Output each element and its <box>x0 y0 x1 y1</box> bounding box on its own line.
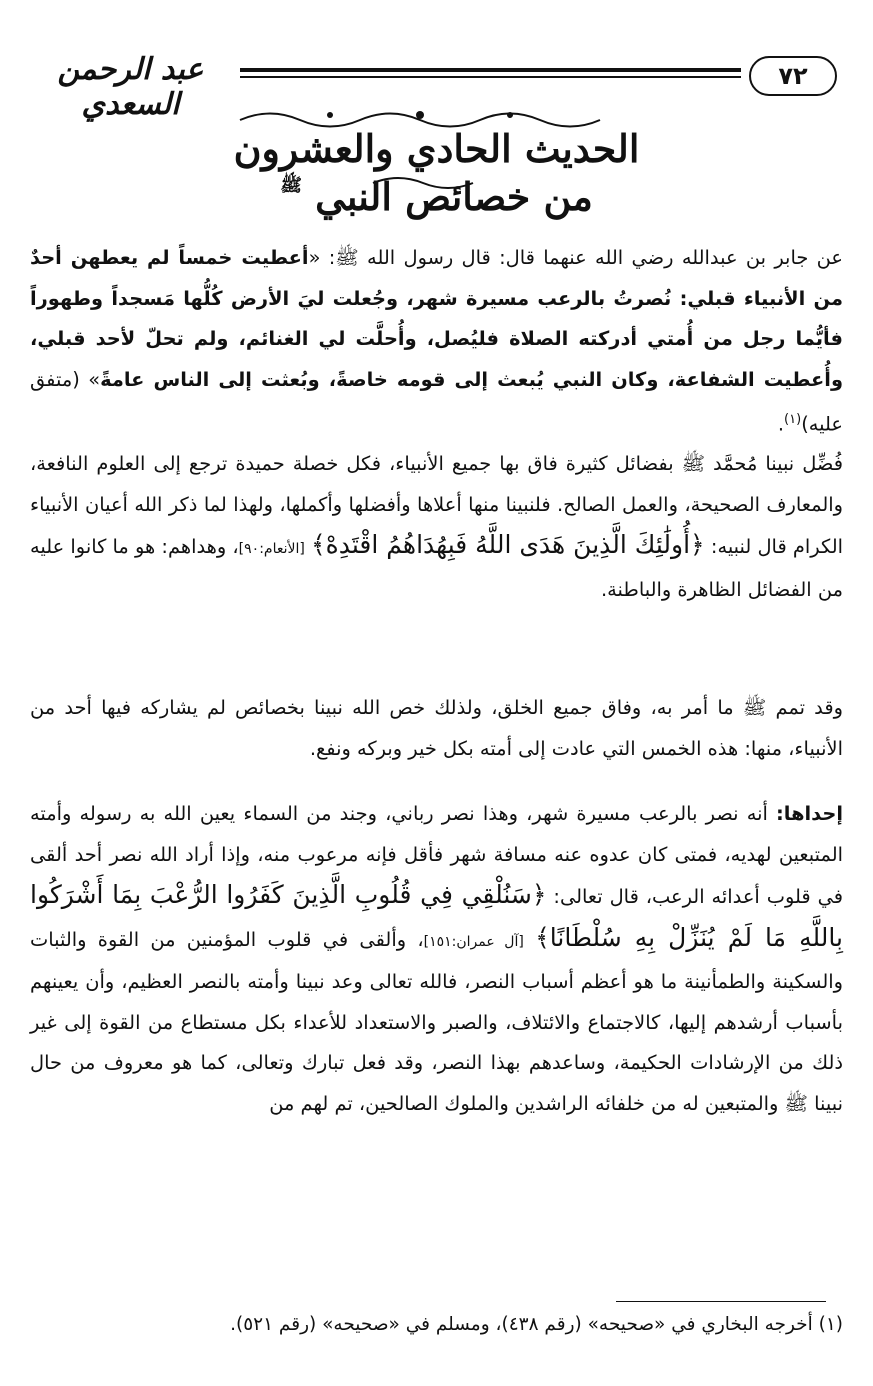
page-number: ٧٢ <box>749 56 837 96</box>
header-rule-thick <box>240 68 741 72</box>
commentary-paragraph-3 <box>30 794 843 1124</box>
quran-verse-2: ﴿سَنُلْقِي فِي قُلُوبِ الَّذِينَ كَفَرُوا الرُّعْبَ بِمَا أَشْرَكُوا بِاللَّهِ مَا لَمْ يُنَزِّلْ بِهِ سُلْطَانًا﴾ <box>30 880 843 952</box>
paragraph2-text: وقد تمم ﷺ ما أمر به، وفاق جميع الخلق، ولذلك خص الله نبينا بخصائص لم يشاركه فيها أحد من الأنبياء، منها: هذه الخمس التي عادت إلى أمته بكل خير وبركه ونفع. <box>30 696 843 760</box>
hadith-text: أعطيت خمساً لم يعطهن أحدٌ من الأنبياء قبلي: نُصرتُ بالرعب مسيرة شهر، وجُعلت ليَ الأرض كُلُّها مَسجداً وطهوراً فأيُّما رجل من أُمتي أدركته الصلاة فليُصل، وأُحلَّت لي الغنائم، ولم تحلّ لأحد قبلي، وأُعطيت الشفاعة، وكان النبي يُبعث إلى قومه خاصةً، وبُعثت إلى الناس عامةً <box>30 246 844 391</box>
footnote-divider <box>616 1301 826 1302</box>
hadith-end: . <box>777 412 785 436</box>
paragraph3-after: ، وألقى في قلوب المؤمنين من القوة والثبات والسكينة والطمأنينة ما هو أعظم أسباب النصر، فالله تعالى وعد نبينا وأمته بالنصر العظيم، وأن يعينهم بأسباب أرشدهم إليها، كالاجتماع والائتلاف، والصبر والاستعداد للأعداء بكل مستطاع من القوة إلى غير ذلك من الإرشادات الحكيمة، وساعدهم بهذا النصر، وقد فعل تبارك وتعالى، كما هو معروف من حال نبينا ﷺ والمتبعين له من خلفائه الراشدين والملوك الصالحين، تم لهم من <box>30 927 843 1115</box>
hadith-title-text: الحديث الحادي والعشرون <box>233 126 640 171</box>
page-header <box>18 50 853 122</box>
commentary-paragraph-1 <box>30 444 843 610</box>
author-calligraphy: عبد الرحمن السعدي <box>57 52 204 122</box>
header-rule-thin <box>240 76 741 78</box>
commentary-paragraph-2 <box>30 688 843 769</box>
hadith-paragraph <box>30 238 843 445</box>
hadith-subtitle-text: من خصائص النبي <box>315 174 593 219</box>
quran-ref-2: [آل عمران:١٥١] <box>423 933 524 950</box>
paragraph1-after: ، وهداهم: هو ما كانوا عليه من الفضائل الظاهرة والباطنة. <box>30 535 843 601</box>
hadith-intro: عن جابر بن عبدالله رضي الله عنهما قال: قال رسول الله ﷺ: « <box>308 246 844 269</box>
hadith-title <box>100 126 773 171</box>
paragraph3-lead: إحداها: <box>776 802 843 825</box>
hadith-closing: » (متفق عليه) <box>30 367 843 436</box>
quran-verse-1: ﴿أُولَٰئِكَ الَّذِينَ هَدَى اللَّهُ فَبِهُدَاهُمُ اقْتَدِهْ﴾ <box>311 530 705 559</box>
footnote: (١) أخرجه البخاري في «صحيحه» (رقم ٤٣٨)، ومسلم في «صحيحه» (رقم ٥٢١). <box>230 1314 843 1335</box>
paragraph1-text: فُضِّل نبينا مُحمَّد ﷺ بفضائل كثيرة فاق بها جميع الأنبياء، فكل خصلة حميدة ترجع إلى العلوم النافعة، والمعارف الصحيحة، والعمل الصالح. فلنبينا منها أعلاها وأفضلها وأكملها، ولهذا لما ذكر الله أعيان الأنبياء الكرام قال لنبيه: <box>30 452 844 558</box>
hadith-subtitle <box>100 174 773 219</box>
quran-ref-1: [الأنعام:٩٠] <box>238 541 305 557</box>
salutation-mark: ﷺ <box>280 175 302 196</box>
footnote-marker: (١) <box>784 412 802 427</box>
paragraph3-text: أنه نصر بالرعب مسيرة شهر، وهذا نصر رباني، وجند من السماء يعين الله به رسوله وأمته المتبعين لهديه، فمتى كان عدوه عنه مسافة شهر فأقل فإنه مرعوب منه، وإذا أراد الله نصر أحد ألقى في قلوب أعدائه الرعب، قال تعالى: <box>30 802 844 908</box>
